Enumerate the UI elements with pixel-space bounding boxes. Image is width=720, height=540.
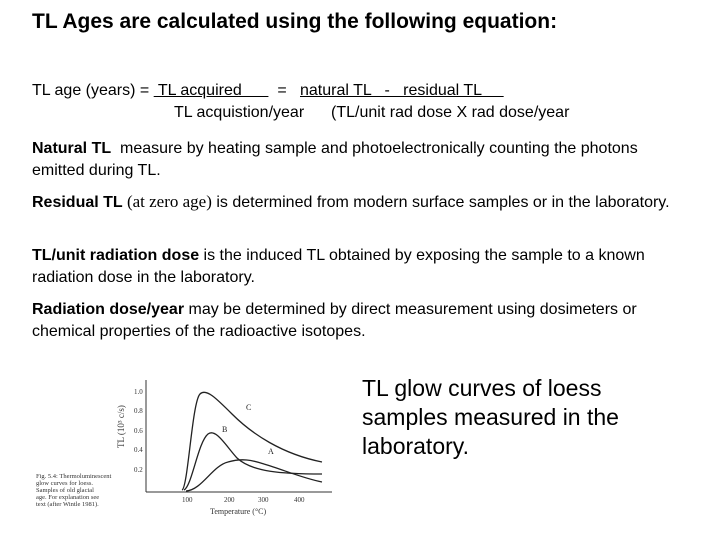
definition-text: measure by heating sample and photoelectronically counting the photons emitted during TL.: [32, 140, 643, 179]
x-axis-label: Temperature (°C): [210, 507, 267, 516]
definition-natural-tl: [32, 138, 692, 182]
glow-curve-a: [186, 460, 322, 491]
term-residual-tl: Residual TL: [32, 194, 123, 211]
equation-tl-acquisition-year: TL acquistion/year: [174, 104, 305, 121]
slide-title: TL Ages are calculated using the following equation:: [32, 10, 558, 33]
glow-curve-plot: [32, 362, 350, 522]
glow-curve-figure: [32, 362, 350, 522]
x-tick-label: 300: [258, 496, 269, 504]
definition-text: may be determined by direct measurement using dosimeters or chemical properties of the radioactive isotopes.: [32, 301, 637, 340]
curve-label-c: C: [246, 403, 252, 412]
y-tick-label: 0.8: [134, 407, 143, 415]
equation-natural-residual: natural TL - residual TL: [300, 82, 504, 99]
equation-numerator-line: [32, 82, 504, 100]
curve-label-a: A: [268, 447, 274, 456]
equation-equals: =: [268, 82, 300, 99]
definition-residual-tl: [32, 191, 692, 214]
figure-caption: TL glow curves of loess samples measured in the laboratory.: [362, 375, 619, 459]
definition-text: is determined from modern surface samples or in the laboratory.: [211, 194, 670, 211]
curve-label-b: B: [222, 425, 228, 434]
term-tl-unit-dose: TL/unit radiation dose: [32, 247, 200, 264]
x-tick-label: 200: [224, 496, 235, 504]
definition-dose-year: [32, 299, 692, 343]
definition-text: is the induced TL obtained by exposing the sample to a known radiation dose in the laboratory.: [32, 247, 645, 286]
equation-denominator-line: [174, 104, 569, 122]
y-tick-label: 0.4: [134, 446, 143, 454]
fig-caption-line: Samples of old glacial: [36, 487, 94, 494]
fig-caption-line: glow curves for loess.: [36, 480, 94, 487]
equation-unit-dose: (TL/unit rad dose X rad dose/year: [331, 104, 570, 121]
x-tick-label: 400: [294, 496, 305, 504]
equation-lhs: TL age (years) =: [32, 82, 154, 99]
y-axis-label: TL (10³ c/s): [116, 405, 126, 448]
fig-caption-line: text (after Wintle 1981).: [36, 501, 99, 508]
x-tick-label: 100: [182, 496, 193, 504]
fig-caption-line: age. For explanation see: [36, 494, 100, 501]
term-natural-tl: Natural TL: [32, 140, 112, 157]
definition-paren: (at zero age): [122, 192, 212, 211]
fig-caption-line: Fig. 5.4: Thermoluminescent: [36, 473, 112, 480]
term-dose-year: Radiation dose/year: [32, 301, 185, 318]
equation-tl-acquired: TL acquired: [153, 82, 269, 99]
y-tick-label: 1.0: [134, 388, 143, 396]
definition-tl-unit-dose: [32, 245, 692, 289]
y-tick-label: 0.2: [134, 466, 143, 474]
y-tick-label: 0.6: [134, 427, 143, 435]
